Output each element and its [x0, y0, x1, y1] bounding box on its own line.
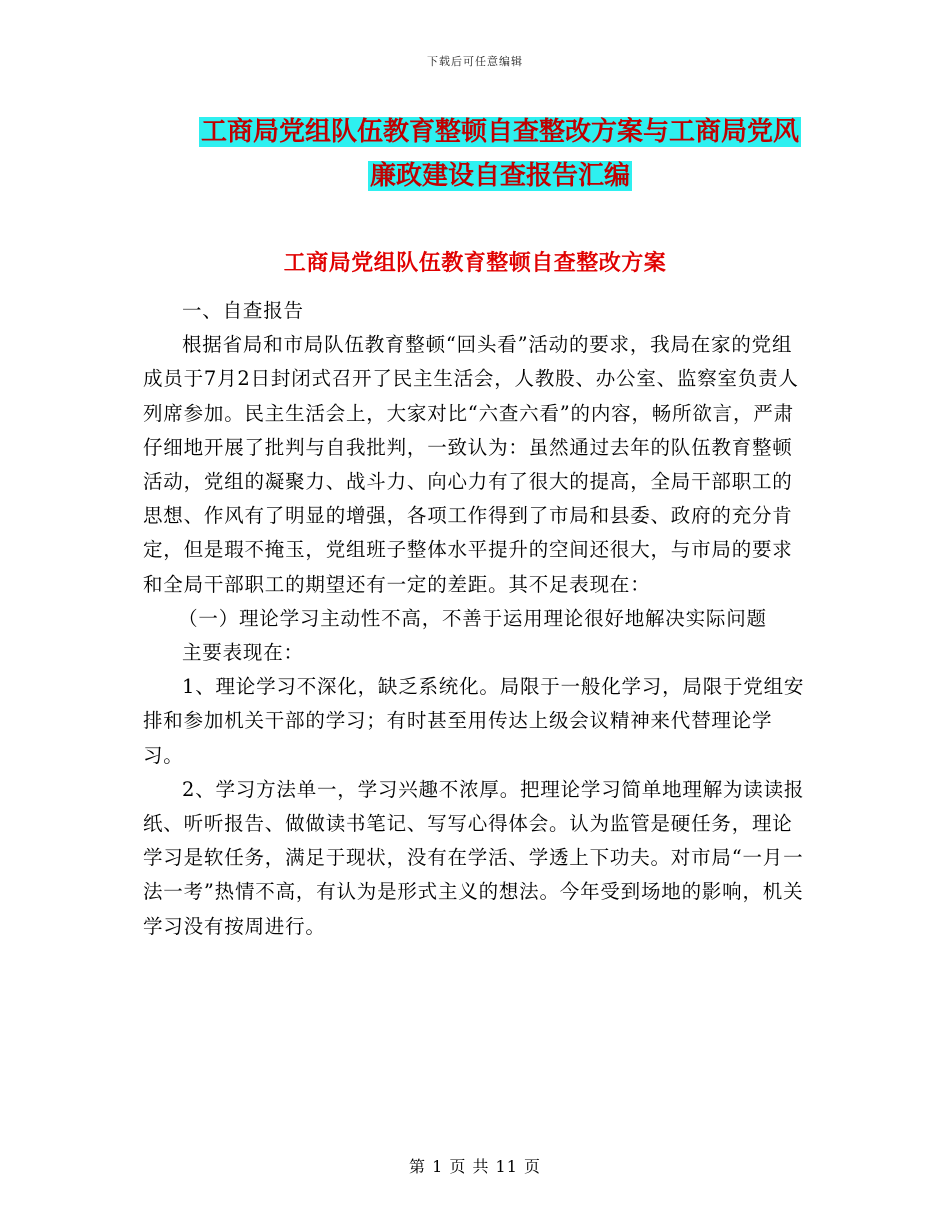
heading-self-check-report: 一、自查报告 — [182, 299, 304, 322]
subheading-theory-study: （一）理论学习主动性不高，不善于运用理论很好地解决实际问题 — [178, 606, 767, 630]
paragraph-item-1: 1、理论学习不深化，缺乏系统化。局限于一般化学习，局限于党组安排和参加机关干部的学习；有时甚至用传达上级会议精神来代替理论学习。 — [143, 675, 805, 767]
paragraph-main-manifestation: 主要表现在： — [182, 641, 304, 665]
document-title — [120, 110, 880, 198]
page-header-note: 下载后可任意编辑 — [427, 55, 523, 68]
paragraph-item-2: 2、学习方法单一，学习兴趣不浓厚。把理论学习简单地理解为读读报纸、听听报告、做做读书笔记、写写心得体会。认为监管是硬任务，理论学习是软任务，满足于现状，没有在学活、学透上下功夫。对市局“一月一法一考”热情不高，有认为是形式主义的想法。今年受到场地的影响，机关学习没有按周进行。 — [143, 777, 805, 938]
paragraph-intro: 根据省局和市局队伍教育整顿“回头看”活动的要求，我局在家的党组成员于7月2日封闭式召开了民主生活会，人教股、办公室、监察室负责人列席参加。民主生活会上，大家对比“六查六看”的内容，畅所欲言，严肃仔细地开展了批判与自我批判，一致认为：虽然通过去年的队伍教育整顿活动，党组的凝聚力、战斗力、向心力有了很大的提高，全局干部职工的思想、作风有了明显的增强，各项工作得到了市局和县委、政府的充分肯定，但是瑕不掩玉，党组班子整体水平提升的空间还很大，与市局的要求和全局干部职工的期望还有一定的差距。其不足表现在： — [143, 333, 799, 596]
document-body — [143, 294, 808, 944]
document-title-line-2: 廉政建设自查报告汇编 — [369, 161, 630, 191]
page-number-footer: 第 1 页 共 11 页 — [409, 1157, 541, 1176]
section-title: 工商局党组队伍教育整顿自查整改方案 — [283, 250, 667, 276]
document-title-line-1: 工商局党组队伍教育整顿自查整改方案与工商局党风 — [200, 117, 799, 147]
